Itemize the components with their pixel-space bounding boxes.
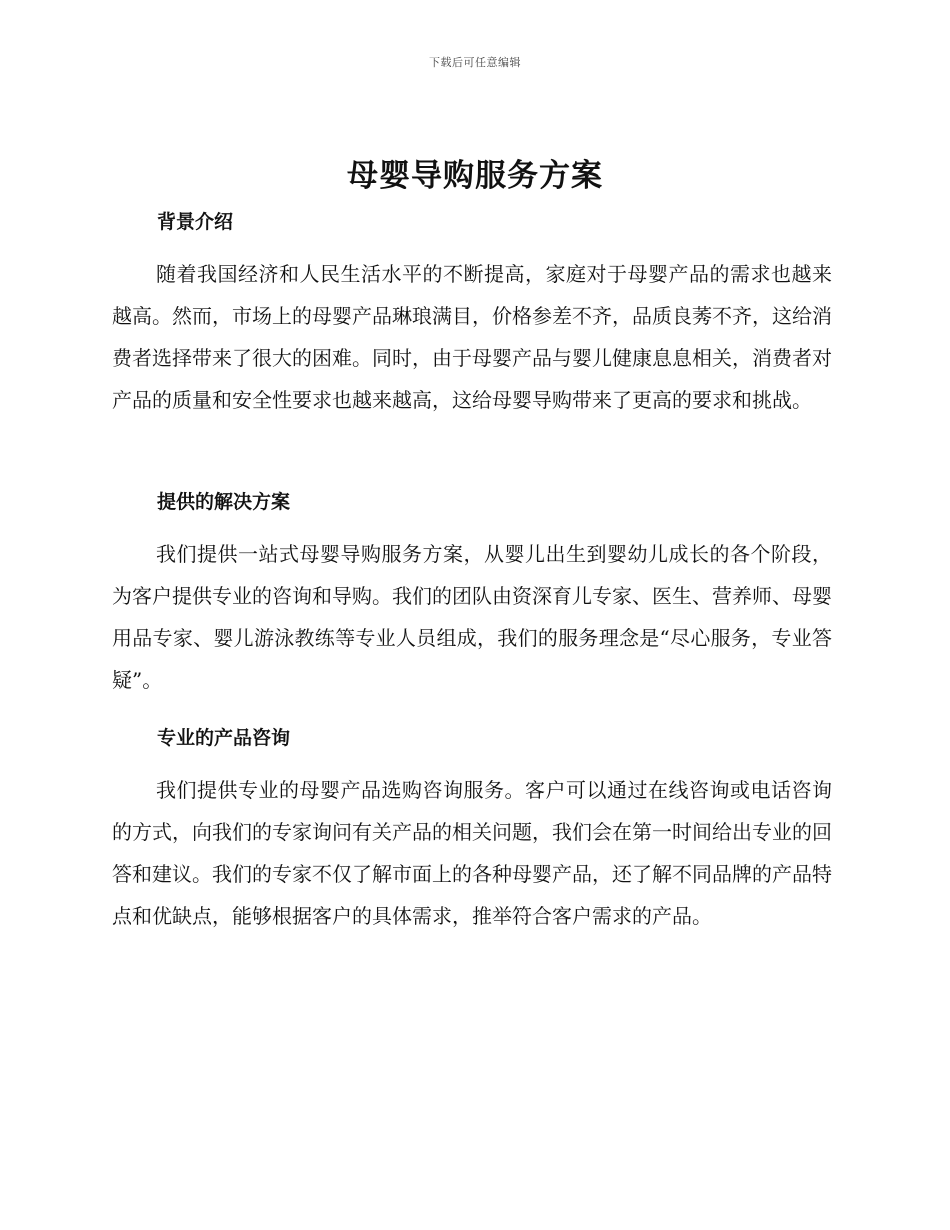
section-paragraph-background: 随着我国经济和人民生活水平的不断提高，家庭对于母婴产品的需求也越来越高。然而，市场上的母婴产品琳琅满目，价格参差不齐，品质良莠不齐，这给消费者选择带来了很大的困难。同时，由于母婴产品与婴儿健康息息相关，消费者对产品的质量和安全性要求也越来越高，这给母婴导购带来了更高的要求和挑战。 <box>112 262 832 412</box>
section-paragraph-consulting: 我们提供专业的母婴产品选购咨询服务。客户可以通过在线咨询或电话咨询的方式，向我们的专家询问有关产品的相关问题，我们会在第一时间给出专业的回答和建议。我们的专家不仅了解市面上的各种母婴产品，还了解不同品牌的产品特点和优缺点，能够根据客户的具体需求，推举符合客户需求的产品。 <box>112 778 832 928</box>
document-title: 母婴导购服务方案 <box>347 158 603 194</box>
section-heading-background: 背景介绍 <box>157 211 234 233</box>
section-paragraph-solution: 我们提供一站式母婴导购服务方案，从婴儿出生到婴幼儿成长的各个阶段，为客户提供专业的咨询和导购。我们的团队由资深育儿专家、医生、营养师、母婴用品专家、婴儿游泳教练等专业人员组成，我们的服务理念是“尽心服务，专业答疑”。 <box>112 542 832 692</box>
page-header-note: 下载后可任意编辑 <box>429 56 521 69</box>
section-heading-solution: 提供的解决方案 <box>157 491 291 513</box>
section-heading-consulting: 专业的产品咨询 <box>157 727 291 749</box>
